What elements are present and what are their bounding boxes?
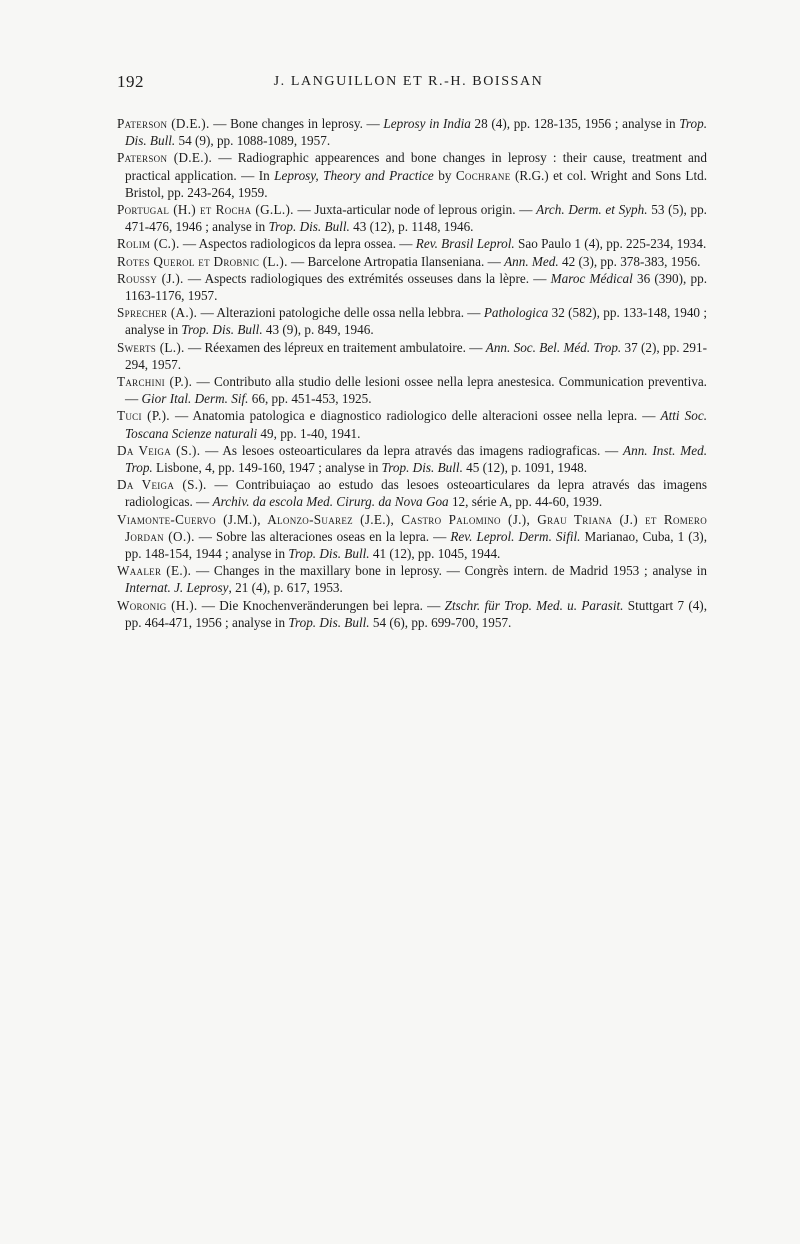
reference-title: Trop. Dis. Bull.: [381, 460, 463, 476]
reference-text: 42 (3), pp. 378-383, 1956.: [558, 253, 701, 269]
reference-author: Da Veiga (S.).: [117, 442, 201, 458]
reference-text: — Réexamen des lépreux en traitement ambulatoire. —: [184, 339, 486, 355]
reference-text: — Sobre las alteraciones oseas en la lepra. —: [194, 528, 451, 544]
reference-author: Portugal (H.) et Rocha (G.L.).: [117, 202, 294, 218]
reference-title: Trop. Dis. Bull.: [181, 322, 263, 338]
reference-text: (R.G.) et col. Wright and Sons Ltd. Bristol, pp. 243-264, 1959.: [125, 167, 707, 200]
reference-text: — Contributo alla studio delle lesioni ossee nella lepra anestesica. Communication preventiva. —: [125, 374, 707, 407]
reference-text: 28 (4), pp. 128-135, 1956 ; analyse in: [470, 116, 680, 131]
reference-text: 36 (390), pp. 1163-1176, 1957.: [125, 270, 707, 304]
reference-author: Paterson (D.E.).: [117, 150, 213, 166]
reference-entry: [117, 201, 707, 235]
reference-title: Trop. Dis. Bull.: [268, 219, 350, 235]
reference-author: Cochrane: [455, 167, 511, 183]
reference-text: — Alterazioni patologiche delle ossa nella lebbra. —: [197, 305, 484, 321]
reference-author: Sprecher (A.).: [117, 305, 198, 321]
reference-entry: [117, 442, 707, 476]
reference-text: 54 (6), pp. 699-700, 1957.: [369, 614, 512, 630]
reference-entry: [117, 235, 707, 252]
reference-text: , 21 (4), p. 617, 1953.: [228, 580, 343, 596]
reference-entry: [117, 304, 707, 338]
reference-title: Pathologica: [483, 305, 549, 321]
reference-title: Trop. Dis. Bull.: [288, 546, 370, 562]
reference-text: 37 (2), pp. 291-294, 1957.: [125, 339, 707, 372]
reference-title: Arch. Derm. et Syph.: [536, 202, 648, 218]
page-header: [117, 72, 700, 94]
reference-entry: [117, 373, 707, 407]
reference-text: — Die Knochenveränderungen bei lepra. —: [197, 597, 445, 613]
reference-entry: [117, 115, 707, 149]
reference-entry: [117, 476, 707, 510]
reference-author: Swerts (L.).: [117, 339, 185, 355]
reference-text: 12, série A, pp. 44-60, 1939.: [448, 494, 603, 510]
reference-entry: [117, 562, 707, 596]
reference-text: Sao Paulo 1 (4), pp. 225-234, 1934.: [514, 236, 707, 252]
reference-title: Trop. Dis. Bull.: [288, 614, 370, 630]
reference-text: Stuttgart 7 (4), pp. 464-471, 1956 ; analyse in: [125, 597, 707, 630]
reference-title: Ztschr. für Trop. Med. u. Parasit.: [444, 597, 624, 613]
reference-title: Leprosy, Theory and Practice: [274, 167, 434, 183]
reference-entry: [117, 253, 707, 270]
reference-text: 32 (582), pp. 133-148, 1940 ; analyse in: [125, 305, 707, 338]
reference-text: — Bone changes in leprosy. —: [209, 116, 384, 131]
reference-author: Rolim (C.).: [117, 236, 180, 252]
reference-title: Gior Ital. Derm. Sif.: [141, 391, 249, 407]
reference-author: Paterson (D.E.).: [117, 116, 210, 131]
reference-text: — Aspectos radiologicos da lepra ossea. —: [179, 236, 416, 252]
reference-entry: [117, 597, 707, 631]
reference-text: — Juxta-articular node of leprous origin. —: [293, 202, 537, 218]
reference-author: Waaler (E.).: [117, 563, 192, 579]
reference-author: Da Veiga (S.).: [117, 477, 207, 493]
reference-text: — Radiographic appearences and bone changes in leprosy : their cause, treatment and practical application. — In: [125, 150, 707, 183]
reference-text: 43 (9), p. 849, 1946.: [262, 322, 374, 338]
reference-text: 49, pp. 1-40, 1941.: [257, 425, 361, 441]
reference-text: 66, pp. 451-453, 1925.: [248, 391, 372, 407]
reference-text: by: [433, 167, 456, 183]
reference-text: — Aspects radiologiques des extrémités osseuses dans la lèpre. —: [183, 270, 551, 286]
reference-text: — Anatomia patologica e diagnostico radiologico delle alteracioni ossee nella lepra. —: [169, 408, 661, 424]
reference-text: — Barcelone Artropatia Ilanseniana. —: [287, 253, 505, 269]
reference-text: Marianao, Cuba, 1 (3), pp. 148-154, 1944 ; analyse in: [125, 528, 707, 562]
reference-title: Trop. Dis. Bull.: [125, 116, 707, 149]
reference-title: Ann. Soc. Bel. Méd. Trop.: [485, 339, 622, 355]
reference-list: [117, 115, 707, 631]
reference-text: 43 (12), p. 1148, 1946.: [349, 219, 474, 235]
reference-author: Rotes Querol et Drobnic (L.).: [117, 253, 288, 269]
reference-title: Ann. Inst. Med. Trop.: [125, 442, 707, 476]
reference-text: Lisbone, 4, pp. 149-160, 1947 ; analyse in: [152, 460, 382, 476]
reference-entry: [117, 149, 707, 201]
reference-author: Roussy (J.).: [117, 270, 184, 286]
reference-title: Archiv. da escola Med. Cirurg. da Nova Goa: [212, 494, 449, 510]
page-number: 192: [117, 72, 144, 91]
reference-author: Tuci (P.).: [117, 408, 170, 424]
reference-text: — As lesoes osteoarticulares da lepra através das imagens radiograficas. —: [200, 442, 624, 458]
reference-title: Rev. Brasil Leprol.: [415, 236, 515, 252]
running-head: J. LANGUILLON ET R.-H. BOISSAN: [273, 74, 544, 89]
reference-text: 45 (12), p. 1091, 1948.: [462, 460, 588, 476]
reference-text: — Changes in the maxillary bone in leprosy. — Congrès intern. de Madrid 1953 ; analyse in: [191, 563, 707, 579]
reference-title: Maroc Médical: [550, 270, 633, 286]
reference-text: — Contribuiaçao ao estudo das lesoes osteoarticulares da lepra através das imagens radiologicas. —: [125, 477, 707, 510]
reference-title: Rev. Leprol. Derm. Sifil.: [450, 528, 581, 544]
reference-text: 54 (9), pp. 1088-1089, 1957.: [175, 133, 331, 149]
reference-title: Ann. Med.: [504, 253, 559, 269]
reference-title: Internat. J. Leprosy: [125, 580, 229, 596]
reference-title: Atti Soc. Toscana Scienze naturali: [125, 408, 707, 441]
reference-author: Viamonte-Cuervo (J.M.), Alonzo-Suarez (J.E.), Castro Palomino (J.), Grau Triana (J.) et Romero Jordan (O.).: [117, 511, 707, 544]
reference-entry: [117, 339, 707, 373]
reference-entry: [117, 270, 707, 304]
reference-author: Tarchini (P.).: [117, 374, 193, 390]
reference-text: 53 (5), pp. 471-476, 1946 ; analyse in: [125, 202, 707, 235]
reference-entry: [117, 407, 707, 441]
reference-entry: [117, 511, 707, 563]
reference-author: Woronig (H.).: [117, 597, 198, 613]
reference-title: Leprosy in India: [383, 116, 471, 131]
reference-text: 41 (12), pp. 1045, 1944.: [369, 546, 501, 562]
